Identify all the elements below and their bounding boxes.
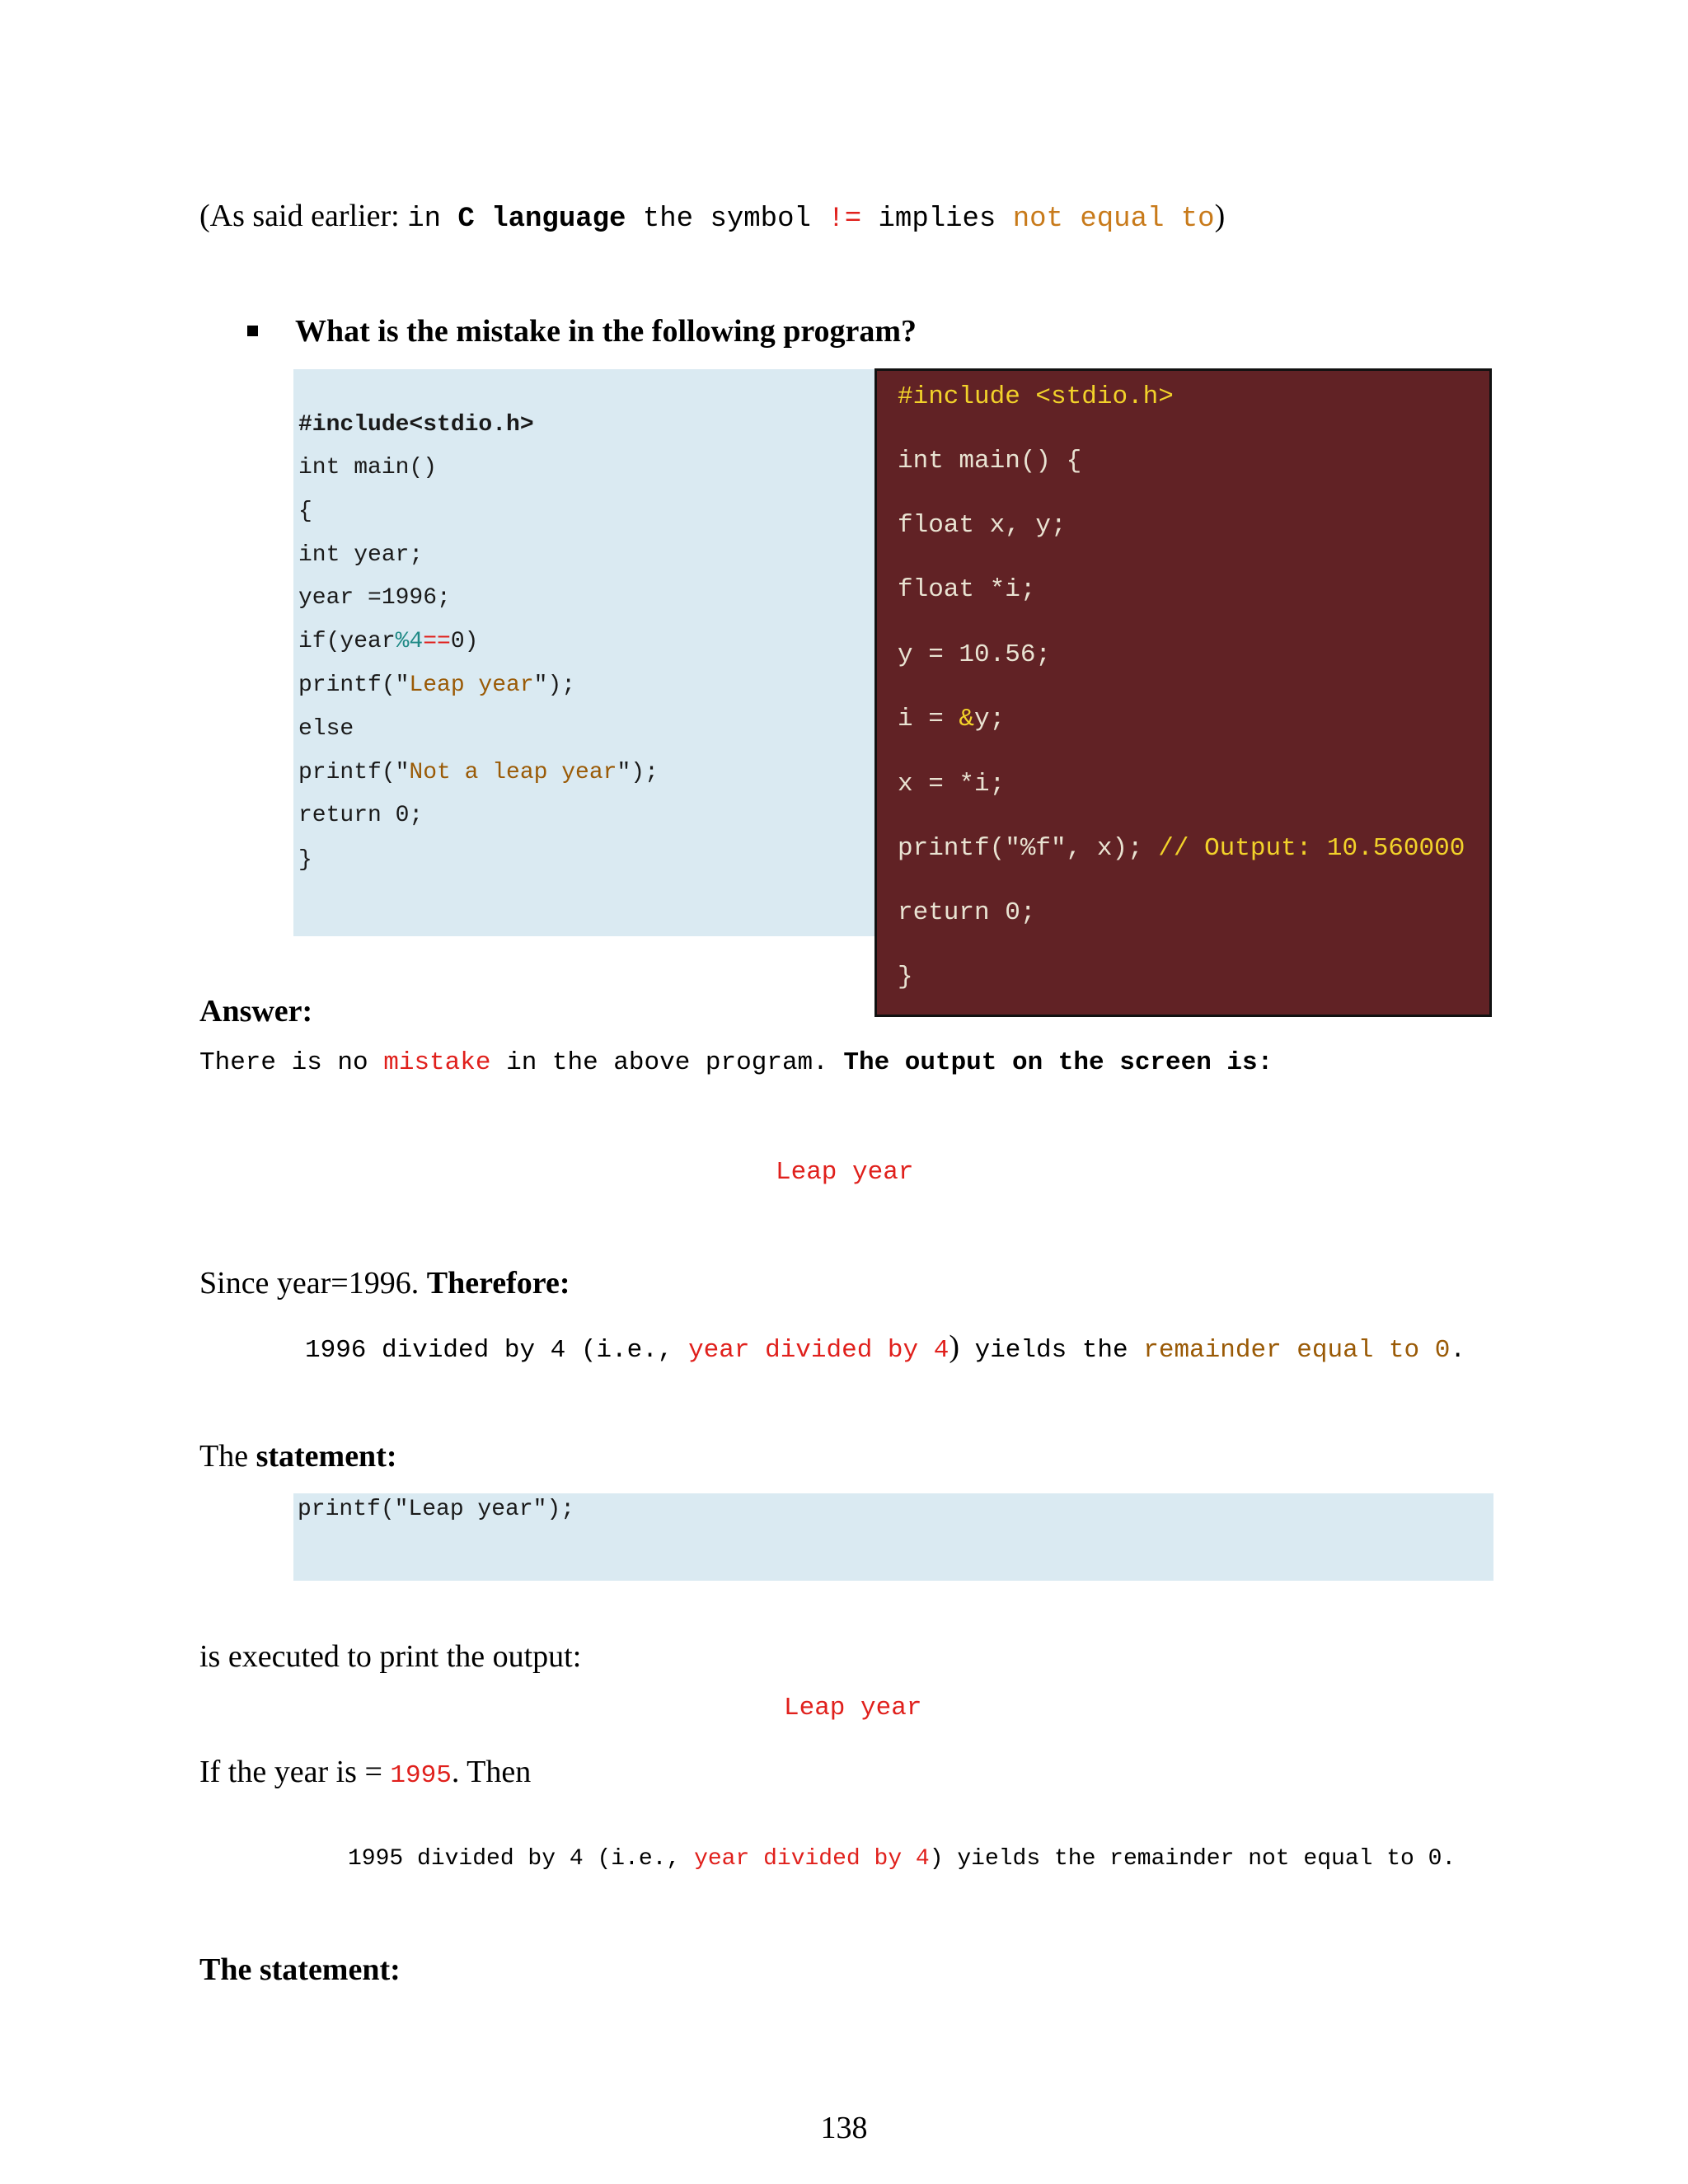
statement-label-2: The statement: [199,1952,401,1987]
code-token: year =1996; [298,585,451,611]
code-token: float *i; [898,575,1036,604]
intro-meaning: not equal to [1012,204,1215,235]
code-token: float x, y; [898,511,1067,540]
division-part: ) yields the remainder not equal to 0. [929,1846,1456,1872]
code-token: } [298,847,312,873]
code-token: "); [617,760,659,785]
code-token: i = [898,705,959,733]
division-explanation [305,1329,1465,1365]
statement-part: The [199,1439,256,1474]
page-number: 138 [820,2111,868,2145]
question-text: What is the mistake in the following program? [295,314,917,349]
code-token: %4 [395,629,424,654]
code-line [298,542,423,568]
code-token: return 0; [298,803,424,828]
code-token: { [298,499,312,524]
code-block-statement [293,1493,1493,1581]
division-explanation-2 [348,1846,1456,1872]
answer-part: There is no [199,1048,384,1077]
code-line [298,455,437,480]
answer-heading: Answer: [199,994,313,1029]
code-line [298,673,575,698]
code-line [298,847,312,873]
output-leap-year-2: Leap year [784,1694,922,1722]
intro-lead: (As said earlier: [199,199,408,233]
code-token: Leap year [409,673,534,698]
code-token: else [298,716,354,742]
code-block-right [874,368,1492,1017]
answer-highlight: mistake [383,1048,491,1077]
code-token: printf(" [298,760,410,785]
output-leap-year: Leap year [776,1158,914,1187]
code-line [898,447,1081,476]
question-item [247,313,917,349]
code-token: == [423,629,451,654]
code-line [898,963,913,991]
code-line [298,412,534,438]
division-highlight: year divided by 4 [694,1846,930,1872]
code-line [898,834,1465,863]
code-line: printf("Leap year"); [298,1497,575,1522]
division-part: . [1450,1336,1465,1365]
intro-operator: != [828,204,862,235]
code-token: printf("%f", x); [898,834,1159,863]
executed-text: is executed to print the output: [199,1639,582,1674]
answer-part: in the above program. [490,1048,844,1077]
division-part: yields the [959,1336,1144,1365]
intro-text-2: the symbol [626,204,828,235]
if-year-part: If the year is = [199,1755,391,1789]
code-line [298,499,312,524]
division-part: 1996 divided by 4 (i.e., [305,1336,689,1365]
code-line [898,898,1035,927]
code-token: Not a leap year [409,760,617,785]
division-remainder: remainder equal to 0 [1143,1336,1451,1365]
code-token: // Output: 10.560000 [1158,834,1465,863]
code-token: } [898,963,913,991]
code-token: "); [533,673,576,698]
code-token: #include<stdio.h> [298,412,534,438]
code-token: return 0; [898,898,1036,927]
since-text [199,1265,570,1301]
if-year-value: 1995 [390,1761,452,1790]
statement-bold: statement: [256,1439,397,1474]
code-token: x = *i; [898,770,1006,799]
intro-text-3: implies [861,204,1013,235]
code-line [898,770,1005,799]
division-highlight: year divided by 4 [688,1336,950,1365]
code-line [898,575,1035,604]
code-token: #include <stdio.h> [898,382,1174,411]
code-line [298,629,478,654]
statement-label [199,1438,397,1474]
code-block-left [293,369,875,936]
code-token: if(year [298,629,396,654]
code-token: int main() [298,455,438,480]
code-line [298,716,354,742]
code-token: & [959,705,975,733]
code-line [298,760,659,785]
intro-close: ) [1214,199,1226,233]
intro-text-1: in [407,204,458,235]
answer-text [199,1048,1273,1077]
code-token: int main() { [898,447,1082,476]
code-line [898,382,1174,411]
code-line [298,585,451,611]
division-part: 1995 divided by 4 (i.e., [348,1846,695,1872]
code-token: y = 10.56; [898,640,1052,669]
if-year-part: . Then [451,1755,532,1789]
answer-part: The output on the screen is: [843,1048,1273,1077]
code-token: printf(" [298,673,410,698]
bullet-icon [247,326,258,336]
code-token: y; [974,705,1006,733]
code-line [898,511,1067,540]
intro-paragraph [199,198,1225,235]
code-token: 0) [450,629,479,654]
code-line [898,705,1005,733]
division-part: ) [949,1329,959,1364]
code-line [898,640,1051,669]
since-bold: Therefore: [426,1266,570,1301]
code-token: int year; [298,542,424,568]
since-part: Since year=1996. [199,1266,427,1301]
intro-language: C language [457,204,626,235]
if-year-text [199,1754,531,1790]
code-line [298,803,423,828]
